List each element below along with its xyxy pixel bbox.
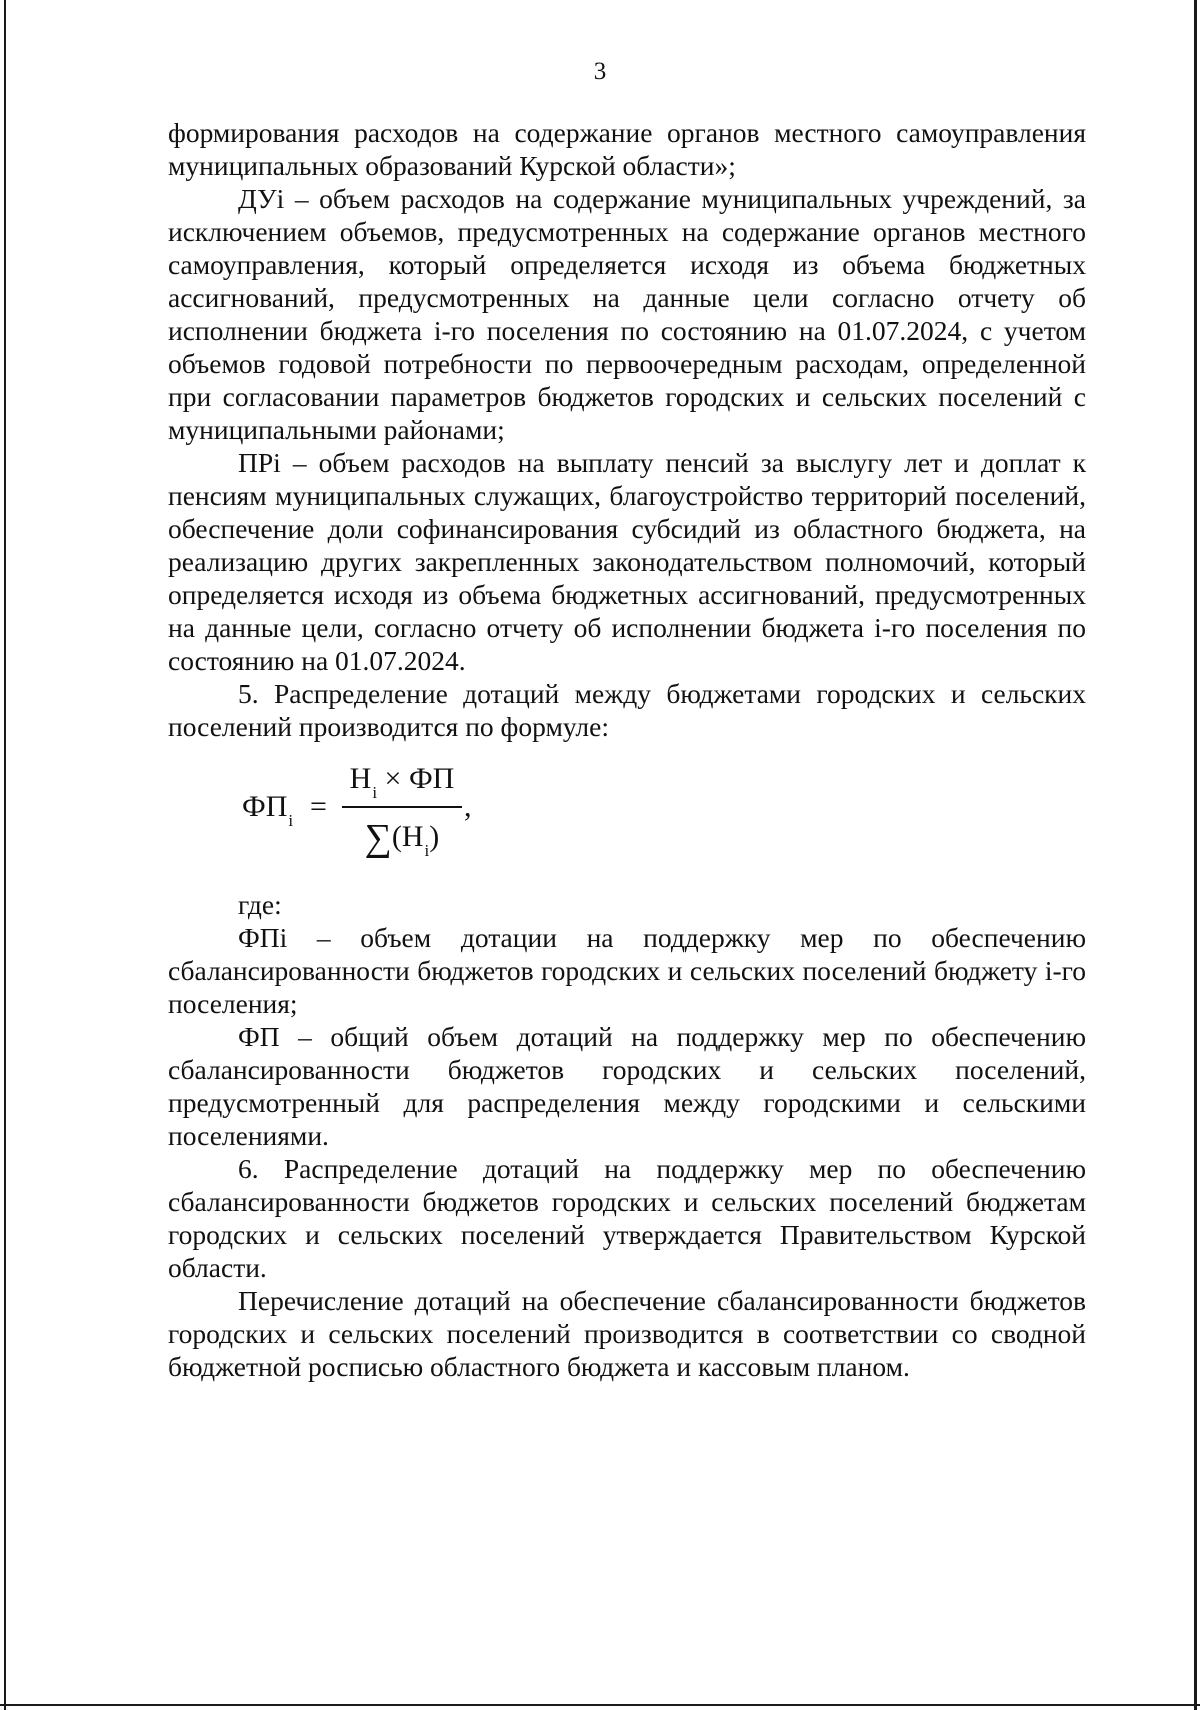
paragraph-section-6: 6. Распределение дотаций на поддержку мер по обеспечению сбалансированности бюджетов городских и сельских поселений бюджетам городских и сельских поселений утверждается Правительством Курской области. (168, 1153, 1086, 1283)
paragraph-continuation: формирования расходов на содержание органов местного самоуправления муниципальных образований Курской области»; (168, 117, 1086, 181)
paragraph-fpi-definition: ФПi – объем дотации на поддержку мер по обеспечению сбалансированности бюджетов городских и сельских поселений бюджету i-го поселения; (168, 922, 1086, 1019)
formula-equals: = (310, 790, 327, 823)
paragraph-dui-definition: ДУi – объем расходов на содержание муниципальных учреждений, за исключением объемов, предусмотренных на содержание органов местного самоуправления, который определяется исходя из объема бюджетных ассигнований, предусмотренных на данные цели согласно отчету об исполнении бюджета i-го поселения по состоянию на 01.07.2024, с учетом объемов годовой потребности по первоочередным расходам, определенной при согласовании параметров бюджетов городских и сельских поселений с муниципальными районами; (168, 183, 1086, 445)
formula-fraction-bar (342, 806, 462, 808)
formula-comma: , (464, 790, 472, 823)
distribution-formula (242, 762, 542, 872)
page-number: 3 (593, 58, 607, 85)
paragraph-transfer: Перечисление дотаций на обеспечение сбалансированности бюджетов городских и сельских поселений производится в соответствии со сводной бюджетной росписью областного бюджета и кассовым планом. (168, 1285, 1086, 1382)
scan-border-left (4, 0, 6, 1710)
paragraph-pri-definition: ПРi – объем расходов на выплату пенсий за выслугу лет и доплат к пенсиям муниципальных служащих, благоустройство территорий поселений, обеспечение доли софинансирования субсидий из областного бюджета, на реализацию других закрепленных законодательством полномочий, который определяется исходя из объема бюджетных ассигнований, предусмотренных на данные цели, согласно отчету об исполнении бюджета i-го поселения по состоянию на 01.07.2024. (168, 447, 1086, 676)
paragraph-section-5: 5. Распределение дотаций между бюджетами городских и сельских поселений производится по формуле: (168, 678, 1086, 742)
paragraph-fp-definition: ФП – общий объем дотаций на поддержку мер по обеспечению сбалансированности бюджетов городских и сельских поселений, предусмотренный для распределения между городскими и сельскими поселениями. (168, 1021, 1086, 1151)
formula-numerator: $Н_i$ × ФП (349, 762, 455, 802)
scan-border-right (1194, 0, 1197, 1710)
formula-denominator: $\sum(Н_i)$ (364, 817, 440, 860)
scan-border-bottom (0, 1704, 1200, 1706)
formula-lhs: $ФП_i$ (242, 790, 294, 830)
paragraph-where: где: (238, 889, 282, 920)
